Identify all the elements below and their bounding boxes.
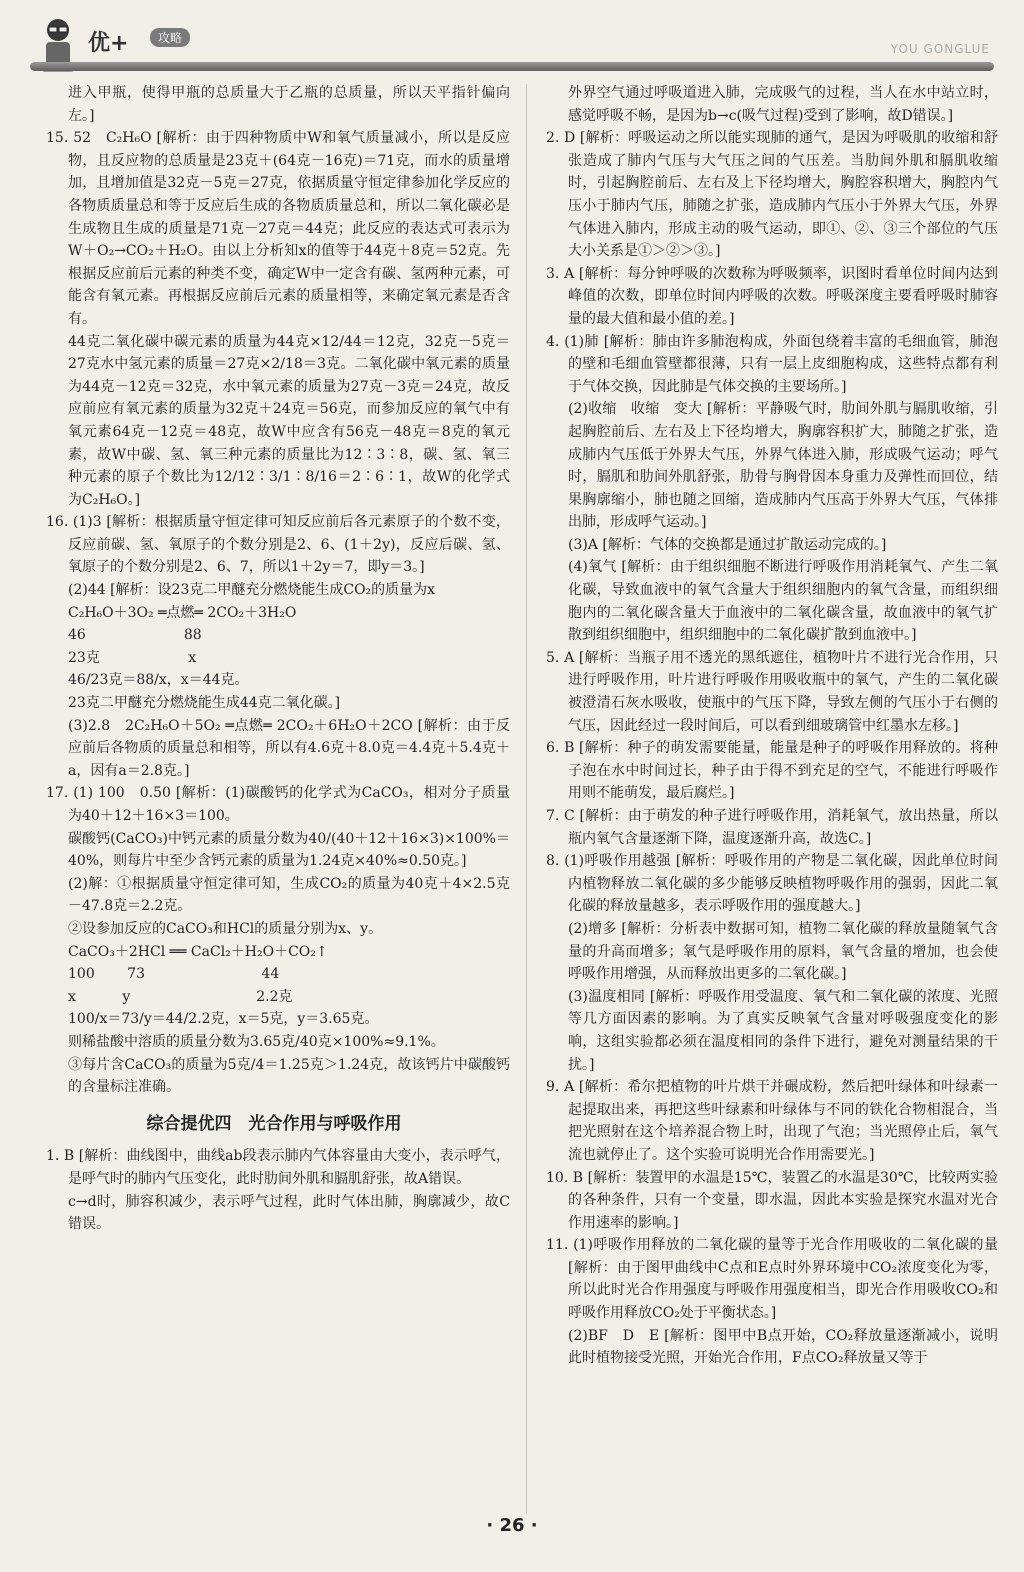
answer-paragraph: ②设参加反应的CaCO₃和HCl的质量分别为x、y。 <box>68 920 383 937</box>
right-column <box>538 82 998 1370</box>
answer-paragraph: (2)增多 [解析：分析表中数据可知，植物二氧化碳的释放量随氧气含量的升高而增多；氧气是呼吸作用的原料，氧气含量的增加，也会使呼吸作用增强，从而释放出更多的二氧化碳。] <box>568 920 998 983</box>
left-column <box>38 82 510 1236</box>
logo-badge: 攻略 <box>150 28 190 47</box>
answer-paragraph: (2)44 [解析：设23克二甲醚充分燃烧能生成CO₂的质量为x <box>68 582 436 599</box>
answer-paragraph: (2)收缩 收缩 变大 [解析：平静吸气时，肋间外肌与膈肌收缩，引起胸腔前后、左右及上下径均增大，胸廓容积扩大，肺随之扩张，造成肺内气压低于外界大气压，外界气体进入肺，形成吸气运动；呼气时，膈肌和肋间外肌舒张，肋骨与胸骨因本身重力及弹性而回位，结果胸廓缩小，肺也随之回缩，造成肺内气压高于外界大气压，气体排出肺，形成呼气运动。] <box>568 401 998 531</box>
answer-paragraph: (2)BF D E [解析：图甲中B点开始，CO₂释放量逐渐减小，说明此时植物接受光照，开始光合作用，F点CO₂释放量又等于 <box>568 1327 998 1367</box>
answer-paragraph: 100/x＝73/y＝44/2.2克，x＝5克，y＝3.65克。 <box>68 1011 379 1028</box>
answer-paragraph: 7. C [解析：由于萌发的种子进行呼吸作用，消耗氧气，放出热量，所以瓶内氧气含量逐渐下降，温度逐渐升高，故选C。] <box>546 808 998 847</box>
column-divider <box>526 84 527 1514</box>
answer-paragraph: x y 2.2克 <box>68 988 293 1005</box>
answer-paragraph: 1. B [解析：曲线图中，曲线ab段表示肺内气体容量由大变小，表示呼气，是呼气时的肺内气压变化，此时肋间外肌和膈肌舒张，故A错误。 <box>46 1148 510 1187</box>
answer-paragraph: 16. (1)3 [解析：根据质量守恒定律可知反应前后各元素原子的个数不变，反应前碳、氢、氧原子的个数分别是2、6、(1＋2y)，反应后碳、氢、氧原子的个数分别是2、6、7，所以1＋2y＝7，即y＝3。] <box>46 514 510 576</box>
page-number: · 26 · <box>486 1515 538 1536</box>
answer-paragraph: (2)解：①根据质量守恒定律可知，生成CO₂的质量为40克＋4×2.5克－47.8克＝2.2克。 <box>68 875 510 915</box>
answer-paragraph: 6. B [解析：种子的萌发需要能量，能量是种子的呼吸作用释放的。将种子泡在水中时间过长，种子由于得不到充足的空气，不能进行呼吸作用则不能萌发，最后腐烂。] <box>546 740 998 802</box>
answer-paragraph: 9. A [解析：希尔把植物的叶片烘干并碾成粉，然后把叶绿体和叶绿素一起提取出来，再把这些叶绿素和叶绿体与不同的铁化合物相混合，当把光照射在这个培养混合物上时，出现了气泡；当光照停止后，氧气流也就停止了。这个实验可说明光合作用需要光。] <box>546 1079 998 1163</box>
answer-paragraph: 17. (1) 100 0.50 [解析：(1)碳酸钙的化学式为CaCO₃，相对分子质量为40＋12＋16×3＝100。 <box>46 785 510 824</box>
section-title: 综合提优四 光合作用与呼吸作用 <box>146 1113 402 1134</box>
answer-paragraph: (3)2.8 2C₂H₆O＋5O₂ ═点燃═ 2CO₂＋6H₂O＋2CO [解析：由于反应前后各物质的质量总和相等，所以有4.6克＋8.0克＝4.4克＋5.4克＋a，因有a＝2.8克。] <box>68 717 510 779</box>
answer-paragraph: 15. 52 C₂H₆O [解析：由于四种物质中W和氧气质量减小，所以是反应物，且反应物的总质量是23克＋(64克－16克)＝71克，而水的质量增加，且增加值是32克－5克＝27克，依据质量守恒定律参加化学反应的各物质质量总和等于反应后生成的各物质质量总和，所以二氧化碳必是生成物且生成的质量是71克－27克＝44克；此反应的表达式可表示为W＋O₂→CO₂＋H₂O。由以上分析知x的值等于44克＋8克＝52克。先根据反应前后元素的种类不变，确定W中一定含有碳、氢两种元素，可能含有氧元素。再根据反应前后元素的质量相等，来确定氧元素是否含有。 <box>46 130 510 327</box>
answer-paragraph: 5. A [解析：当瓶子用不透光的黑纸遮住，植物叶片不进行光合作用，只进行呼吸作用，叶片进行呼吸作用吸收瓶中的氧气，产生的二氧化碳被澄清石灰水吸收，使瓶中的气压下降，导致左侧的气压小于右侧的气压，因此经过一段时间后，可以看到细玻璃管中红墨水左移。] <box>546 649 998 734</box>
answer-paragraph: 23克二甲醚充分燃烧能生成44克二氧化碳。] <box>68 695 341 712</box>
answer-paragraph: 3. A [解析：每分钟呼吸的次数称为呼吸频率，识图时看单位时间内达到峰值的次数，即单位时间内呼吸的次数。呼吸深度主要看呼吸时肺容量的最大值和最小值的差。] <box>546 265 998 327</box>
answer-paragraph: 2. D [解析：呼吸运动之所以能实现肺的通气，是因为呼吸肌的收缩和舒张造成了肺内气压与大气压之间的气压差。当肋间外肌和膈肌收缩时，引起胸腔前后、左右及上下径均增大，胸腔容积增大，胸腔内气压小于肺内气压，肺随之扩张，造成肺内气压小于外界大气压，外界气体进入肺内，形成主动的吸气运动，即①、②、③三个部位的气压大小关系是①＞②＞③。] <box>546 130 998 260</box>
answer-paragraph: (4)氧气 [解析：由于组织细胞不断进行呼吸作用消耗氧气、产生二氧化碳，导致血液中的氧气含量大于组织细胞内的氧气含量，而组织细胞内的二氧化碳含量大于血液中的二氧化碳含量，故血液中的氧气扩散到组织细胞中，组织细胞中的二氧化碳扩散到血液中。] <box>568 559 998 644</box>
answer-paragraph: 外界空气通过呼吸道进入肺，完成吸气的过程，当人在水中站立时，感觉呼吸不畅，是因为b→c(吸气过程)受到了影响，故D错误。] <box>568 85 998 124</box>
answer-paragraph: 46 88 <box>68 627 202 644</box>
logo-text: 优+ <box>88 31 129 56</box>
answer-paragraph: 44克二氧化碳中碳元素的质量为44克×12/44＝12克，32克－5克＝27克水中氢元素的质量＝27克×2/18＝3克。二氧化碳中氧元素的质量为44克－12克＝32克，水中氧元素的质量为27克－3克＝24克，故反应前应有氧元素的质量为32克＋24克＝56克，而参加反应的氧气中有氧元素64克－12克＝48克，故W中应含有56克－48克＝8克的氧元素，故W中碳、氢、氧三种元素的质量比为12∶3∶8，碳、氢、氧三种元素的原子个数比为12/12∶3/1∶8/16＝2∶6∶1，故W的化学式为C₂H₆O。] <box>68 333 510 508</box>
answer-paragraph: 100 73 44 <box>68 966 280 983</box>
answer-paragraph: 11. (1)呼吸作用释放的二氧化碳的量等于光合作用吸收的二氧化碳的量 [解析：由于图甲曲线中C点和E点时外界环境中CO₂浓度变化为零，所以此时光合作用强度与呼吸作用强度相当，即光合作用吸收CO₂和呼吸作用释放CO₂处于平衡状态。] <box>546 1237 998 1322</box>
answer-paragraph: 碳酸钙(CaCO₃)中钙元素的质量分数为40/(40＋12＋16×3)×100%＝40%，则每片中至少含钙元素的质量为1.24克×40%≈0.50克。] <box>68 830 510 870</box>
answer-paragraph: C₂H₆O＋3O₂ ═点燃═ 2CO₂＋3H₂O <box>68 604 297 621</box>
answer-paragraph: 23克 x <box>68 649 197 666</box>
answer-paragraph: c→d时，肺容积减少，表示呼气过程，此时气体出肺，胸廓减少，故C错误。 <box>68 1193 510 1233</box>
answer-paragraph: (3)温度相同 [解析：呼吸作用受温度、氧气和二氧化碳的浓度、光照等几方面因素的影响。为了真实反映氧气含量对呼吸强度变化的影响，这组实验都必须在温度相同的条件下进行，避免对测量结果的干扰。] <box>568 988 998 1073</box>
brand-english: YOU GONGLUE <box>890 42 990 56</box>
header-bar <box>30 62 994 71</box>
answer-paragraph: 4. (1)肺 [解析：肺由许多肺泡构成，外面包绕着丰富的毛细血管，肺泡的壁和毛细血管壁都很薄，只有一层上皮细胞构成，这些特点都有利于气体交换，因此肺是气体交换的主要场所。] <box>546 333 998 395</box>
answer-paragraph: 46/23克＝88/x，x＝44克。 <box>68 672 249 689</box>
answer-paragraph: 则稀盐酸中溶质的质量分数为3.65克/40克×100%≈9.1%。 <box>68 1033 445 1050</box>
page-header <box>0 0 1024 80</box>
answer-paragraph: 8. (1)呼吸作用越强 [解析：呼吸作用的产物是二氧化碳，因此单位时间内植物释放二氧化碳的多少能够反映植物呼吸作用的强弱，因此二氧化碳的释放量越多，表示呼吸作用的强度越大。] <box>546 853 998 915</box>
answer-paragraph: ③每片含CaCO₃的质量为5克/4＝1.25克＞1.24克，故该钙片中碳酸钙的含量标注准确。 <box>68 1056 510 1096</box>
answer-paragraph: 进入甲瓶，使得甲瓶的总质量大于乙瓶的总质量，所以天平指针偏向左。] <box>68 85 510 124</box>
answer-paragraph: (3)A [解析：气体的交换都是通过扩散运动完成的。] <box>568 536 887 553</box>
answer-paragraph: CaCO₃＋2HCl ══ CaCl₂＋H₂O＋CO₂↑ <box>68 943 328 960</box>
answer-paragraph: 10. B [解析：装置甲的水温是15℃，装置乙的水温是30℃，比较两实验的各种条件，只有一个变量，即水温，因此本实验是探究水温对光合作用速率的影响。] <box>546 1169 998 1231</box>
